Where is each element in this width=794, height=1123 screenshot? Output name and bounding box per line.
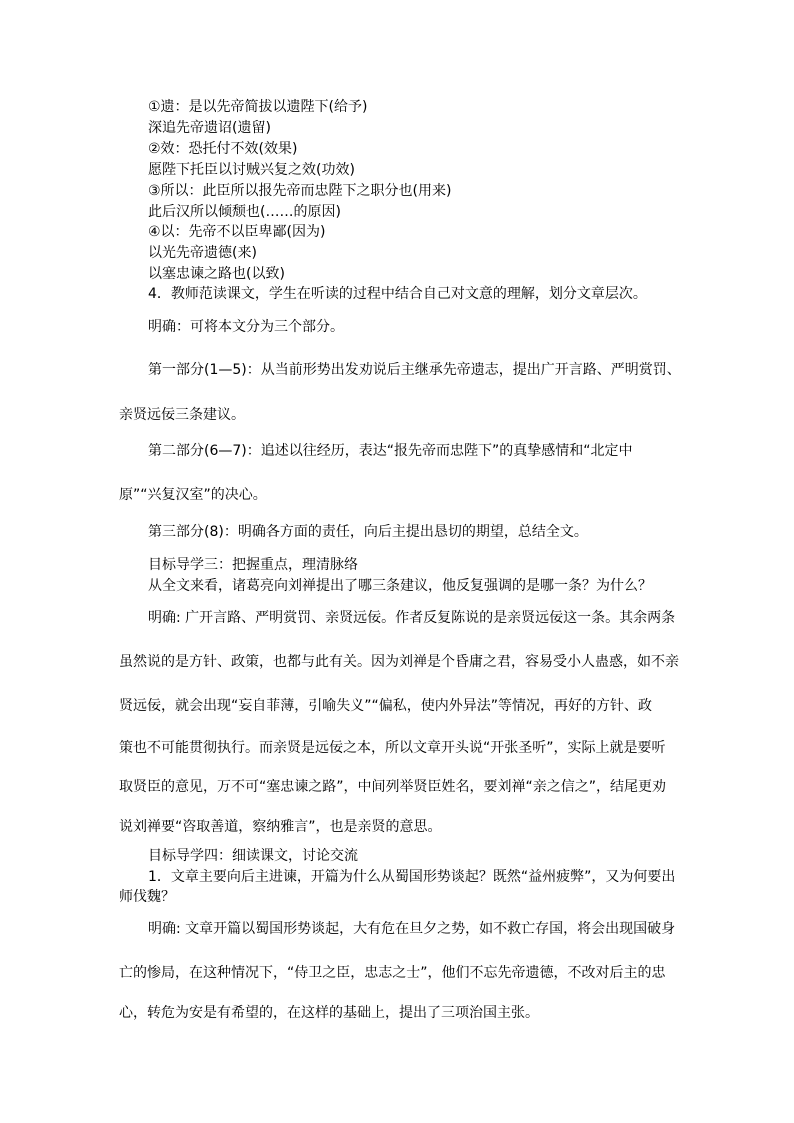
text-line: 深追先帝遗诏(遗留)	[148, 120, 271, 136]
text-line: 取贤臣的意见，万不可“塞忠谏之路”，中间列举贤臣姓名，要刘禅“亲之信之”，结尾更劝	[119, 779, 667, 795]
text-line: 明确: 文章开篇以蜀国形势谈起，大有危在旦夕之势，如不救亡存国，将会出现国破身	[148, 921, 676, 937]
text-line: 贤远佞，就会出现“妄自菲薄，引喻失义”“偏私，使内外异法”等情况，再好的方针、政	[119, 698, 653, 714]
text-line: 明确：可将本文分为三个部分。	[148, 319, 344, 335]
text-line: 从全文来看，诸葛亮向刘禅提出了哪三条建议，他反复强调的是哪一条？为什么？	[148, 578, 652, 594]
text-line: 第三部分(8)：明确各方面的责任，向后主提出恳切的期望，总结全文。	[148, 524, 588, 540]
text-line: 亲贤远佞三条建议。	[119, 407, 245, 423]
section-heading: 目标导学四：细读课文，讨论交流	[148, 848, 358, 864]
text-line: ④以：先帝不以臣卑鄙(因为)	[148, 224, 326, 240]
text-line: 说刘禅要“咨取善道，察纳雅言”，也是亲贤的意思。	[119, 819, 442, 835]
text-line: 此后汉所以倾颓也(……的原因)	[148, 204, 341, 220]
text-line: ②效：恐托付不效(效果)	[148, 141, 298, 157]
text-line: 1．文章主要向后主进谏，开篇为什么从蜀国形势谈起？既然“益州疲弊”，又为何要出	[148, 869, 676, 885]
text-line: 以塞忠谏之路也(以致)	[148, 266, 285, 282]
text-line: 第一部分(1—5)：从当前形势出发劝说后主继承先帝遗志，提出广开言路、严明赏罚、	[148, 362, 681, 378]
text-line: ①遗：是以先帝简拔以遗陛下(给予)	[148, 99, 368, 115]
text-line: 愿陛下托臣以讨贼兴复之效(功效)	[148, 162, 355, 178]
text-line: 以光先帝遗德(来)	[148, 245, 257, 261]
text-line: 虽然说的是方针、政策，也都与此有关。因为刘禅是个昏庸之君，容易受小人蛊惑，如不亲	[119, 654, 679, 670]
text-line: 第二部分(6—7)：追述以往经历，表达“报先帝而忠陛下”的真挚感情和“北定中	[148, 443, 633, 459]
text-line: 4．教师范读课文，学生在听读的过程中结合自己对文意的理解，划分文章层次。	[148, 286, 647, 302]
text-line: 明确: 广开言路、严明赏罚、亲贤远佞。作者反复陈说的是亲贤远佞这一条。其余两条	[148, 610, 676, 626]
text-line: 心，转危为安是有希望的，在这样的基础上，提出了三项治国主张。	[119, 1005, 539, 1021]
text-line: 师伐魏？	[119, 889, 175, 905]
text-line: 策也不可能贯彻执行。而亲贤是远佞之本，所以文章开头说“开张圣听”，实际上就是要听	[119, 740, 666, 756]
text-line: 原”“兴复汉室”的决心。	[119, 487, 267, 503]
section-heading: 目标导学三：把握重点，理清脉络	[148, 557, 358, 573]
text-line: 亡的惨局，在这种情况下，“侍卫之臣，忠志之士”，他们不忘先帝遗德，不改对后主的忠	[119, 965, 666, 981]
text-line: ③所以：此臣所以报先帝而忠陛下之职分也(用来)	[148, 183, 452, 199]
